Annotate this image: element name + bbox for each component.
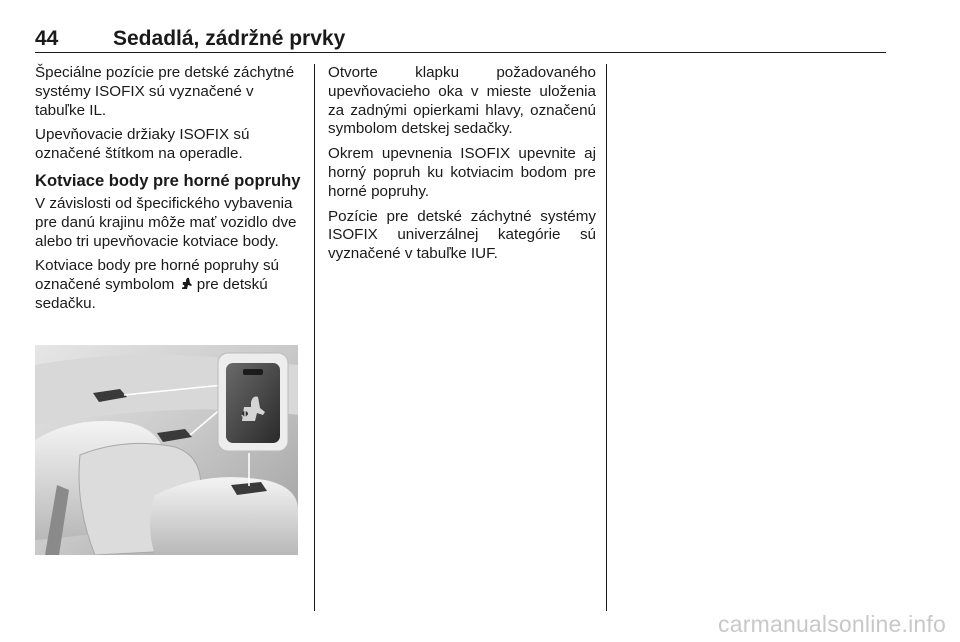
paragraph-open-flap: Otvorte klapku požadovaného upevňovacieho oka v mieste uloženia za zadnými opierkami hlavy, označenú symbolom detskej sedačky. [328, 64, 596, 138]
paragraph-anchor-symbol-text-a: Kotviace body pre horné popruhy sú označené symbolom [35, 257, 280, 294]
watermark: carmanualsonline.info [718, 611, 946, 637]
column-1 [35, 64, 303, 320]
column-divider-2 [606, 64, 607, 611]
child-seat-anchor-icon [179, 277, 193, 290]
paragraph-iuf-positions: Pozície pre detské záchytné systémy ISOFIX univerzálnej kategórie sú vyznačené v tabuľke IUF. [328, 207, 596, 263]
column-divider-1 [314, 64, 315, 611]
paragraph-anchor-symbol-text-b: pre detskú sedačku. [35, 276, 268, 312]
rear-seat-anchor-illustration [35, 345, 298, 555]
paragraph-isofix-brackets: Upevňovacie držiaky ISOFIX sú označené štítkom na operadle. [35, 126, 250, 163]
paragraph-anchor-count: V závislosti od špecifického vybavenia pre danú krajinu môže mať vozidlo dve alebo tri upevňovacie kotviace body. [35, 194, 297, 250]
paragraph-isofix-positions: Špeciálne pozície pre detské záchytné systémy ISOFIX sú vyznačené v tabuľke IL. [35, 64, 295, 119]
header-rule [35, 52, 886, 53]
headrest-right [150, 477, 298, 555]
chapter-title: Sedadlá, zádržné prvky [113, 27, 346, 50]
page-number: 44 [35, 27, 59, 50]
column-2 [328, 64, 596, 270]
cover-latch [243, 369, 263, 375]
section-heading-top-tether: Kotviace body pre horné popruhy [35, 170, 301, 190]
paragraph-attach-tether: Okrem upevnenia ISOFIX upevnite aj horný popruh ku kotviacim bodom pre horné popruhy. [328, 145, 596, 200]
paragraph-anchor-symbol [35, 257, 303, 313]
